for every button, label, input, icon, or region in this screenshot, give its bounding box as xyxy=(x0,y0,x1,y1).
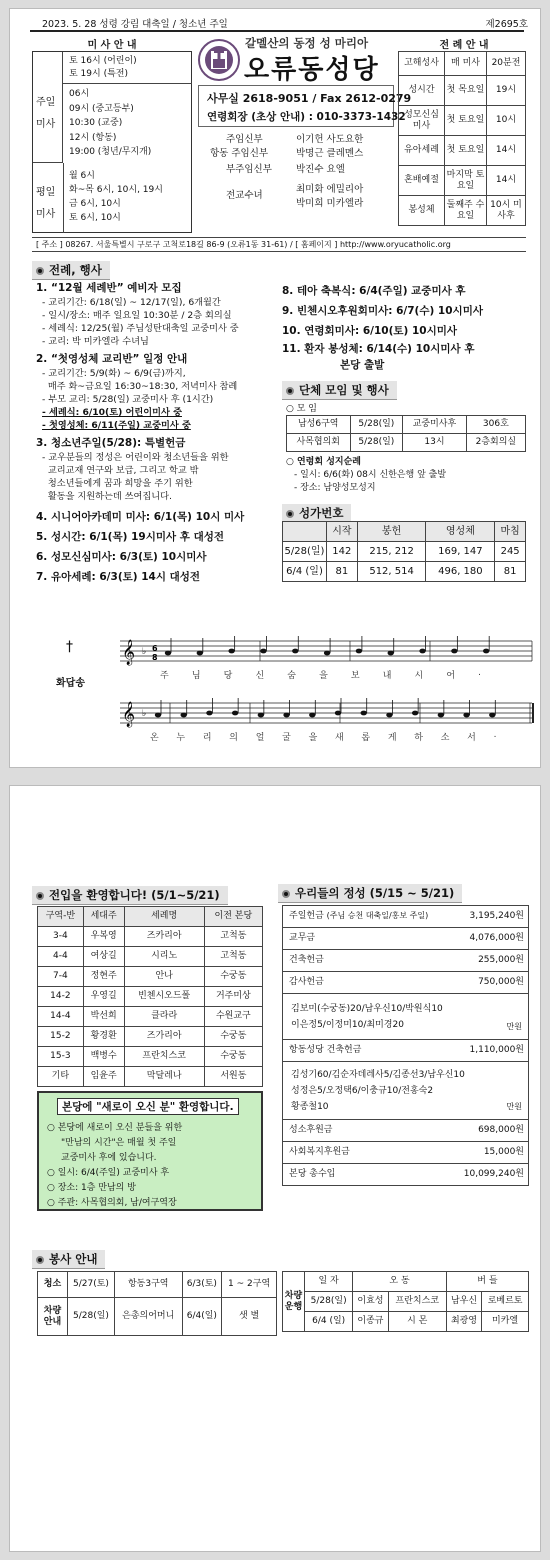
vehicle-driving-table: 차량 운행 일 자 오 동 버 들 5/28(일) 이효성 프란치스코 남우신 로베르토 6/4 (일) 이종규 시 몬 최광영 미카엘 xyxy=(282,1271,529,1332)
weekday-mass-times: 월 6시 화~목 6시, 10시, 19시 금 6시, 10시 토 6시, 10시 xyxy=(69,171,163,223)
lyric-syllable: 신 xyxy=(255,671,265,681)
sunday-mass-label-1: 주일 xyxy=(36,97,56,108)
bullet-icon xyxy=(36,1256,44,1264)
lyric-syllable: 내 xyxy=(382,671,392,681)
psalm-label: 화답송 xyxy=(56,678,85,689)
offering-table: 주일헌금 (주님 승천 대축일/홍보 주일) 3,195,240원 교무금 4,076,000원 건축헌금 255,000원 감사헌금 750,000원 김보미(수궁동)20/남우신10/박원식10 이은정5/이정미10/최미경20 만원 항동성당 건축헌금 1,110,000원 김성기60/김순자데레사5/김종선3/남우신10 성정은5/오정택6/이충규10/전홍숙2 황종철10 만원 성소후원금 698,000원 사회복지후원금 15,000원 본당 총수입 10,099,240원 xyxy=(282,905,529,1186)
lyric-syllable: 하 xyxy=(414,733,423,743)
office-phone: 사무실 2618-9051 / Fax 2612-0279 xyxy=(207,92,412,105)
parish-name: 오류동성당 xyxy=(244,55,380,85)
lyric-syllable: 님 xyxy=(191,671,201,681)
mass-guide-box xyxy=(32,51,192,233)
note-head xyxy=(181,713,187,718)
rite-guide-title: 전 례 안 내 xyxy=(439,40,489,51)
bullet-icon xyxy=(36,267,44,275)
lyric-syllable: 누 xyxy=(176,733,186,743)
note-head xyxy=(489,713,495,718)
bullet-icon xyxy=(282,890,290,898)
note-head xyxy=(155,713,161,718)
note-head xyxy=(388,651,394,656)
lyric-syllable: 을 xyxy=(319,671,328,681)
lyric-syllable: 어 xyxy=(446,671,456,681)
svg-text:♭: ♭ xyxy=(142,709,147,719)
lyric-syllable: 서 xyxy=(467,733,476,743)
liturgy-section-heading: 전례, 행사 xyxy=(32,261,110,280)
lyric-syllable: . xyxy=(478,668,482,678)
note-head xyxy=(361,711,367,716)
lyric-syllable: 소 xyxy=(440,733,450,743)
lyric-syllable: 게 xyxy=(387,733,397,743)
offering-section-heading: 우리들의 정성 (5/15 ~ 5/21) xyxy=(278,884,462,903)
bulletin-date: 2023. 5. 28 성령 강림 대축일 / 청소년 주일 xyxy=(42,19,228,30)
rite-guide-table: 고해성사 매 미사 20분전 성시간 첫 목요일 19시 성모신심 미사 첫 토요일 10시 유아세례 첫 토요일 14시 혼배예절 마지막 토요일 14시 봉성체 둘째주 수요일 10시 미사후 xyxy=(398,51,526,226)
note-head xyxy=(356,649,362,654)
funeral-council-phone: 연령회장 (초상 안내) : 010-3373-1432 xyxy=(207,111,406,123)
svg-text:♭: ♭ xyxy=(142,647,147,657)
liturgy-items-right: 8. 테아 축복식: 6/4(주일) 교중미사 후 9. 빈첸시오후원회미사: 6/7(수) 10시미사 10. 연령회미사: 6/10(토) 10시미사 11. 환자 봉성체: 6/14(수) 10시미사 후 본당 출발 xyxy=(282,285,483,371)
newcomers-table: 구역-반 세대주 세례명 이전 본당 3-4 우복영 즈카리아 고척동 4-4 여상길 시리노 고척동 7-4 정현주 안나 수궁동 14-2 우영길 빈첸시오드폴 거주미상 14-4 박선희 클라라 수원교구 15-2 황경환 즈가리아 수궁동 15-3 백병수 프란치스코 수궁동 기타 임윤주 막달레나 서원동 xyxy=(37,906,263,1087)
note-head xyxy=(335,711,341,716)
meeting-table: 남성6구역 5/28(일) 교중미사후 306호 사목협의회 5/28(일) 13시 2층회의실 xyxy=(286,415,526,452)
lyric-syllable: 새 xyxy=(335,733,344,743)
lyric-syllable: . xyxy=(493,730,497,740)
weekday-mass-label-2: 미사 xyxy=(36,209,56,220)
note-head xyxy=(438,713,444,718)
note-head xyxy=(324,651,330,656)
lyric-syllable: 숨 xyxy=(287,671,296,681)
note-head xyxy=(165,651,171,656)
parish-subtitle: 갈멜산의 동정 성 마리아 xyxy=(245,36,369,50)
lyric-syllable: 주 xyxy=(160,671,169,681)
note-head xyxy=(451,649,457,654)
svg-text:8: 8 xyxy=(152,653,158,662)
bulletin-page-1: 2023. 5. 28 성령 강림 대축일 / 청소년 주일 제2695호 미 사 안 내 주일 미사 토 16시 (어린이) 토 19시 (특전) 06시 09시 (중고등부) 10:30 (교중) 12시 (항동) 19:00 (청년/무지개) 평일 미사 월 6시 화~목 6시, 10시, 19시 금 6시, 10시 토 6시, 10시 갈멜산의 동정 성 마리아 오류동성당 사무실 2618-9051 / Fax 2612-0279 연령회장 (초상 안내) : 010-3373-1432 주임신부 이기헌 사도요한 항동 주임신부 박명근 클레멘스 부주임신부 박진수 요엘 전교수녀 최미화 에밀리아 박미희 미카엘라 전 례 안 내 고해성사 매 미사 20분전 성시간 첫 목요일 19시 성모신심 미사 첫 토요일 10시 유아세례 첫 토요일 14시 혼배예절 마지막 토요일 14시 봉성체 둘째주 수요일 10시 미사후 [ 주소 ] 08267. 서울특별시 구로구 고척로18길 86-9 (오류1동 31-61) / [ 홈페이지 ] http://www.oryucatholic.org 전례, 행사 1. “12월 세례반” 예비자 모집 - 교리기간: 6/18(일) ~ 12/17(일), 6개월간 - 일시/장소: 매주 일요일 10:30분 / 2층 회의실 - 세례식: 12/25(월) 주님성탄대축일 교중미사 중 - 교리: 박 미카엘라 수녀님 2. “첫영성체 교리반” 일정 안내 - 교리기간: 5/9(화) ~ 6/9(금)까지, 매주 화~금요일 16:30~18:30, 저녁미사 참례 - 부모 교리: 5/28(일) 교중미사 후 (1시간) - 세례식: 6/10(토) 어린이미사 중 - 첫영성체: 6/11(주일) 교중미사 중 3. 청소년주일(5/28): 특별헌금 - 교우분들의 정성은 어린이와 청소년들을 위한 교리교재 연구와 보급, 그리고 학교 밖 청소년들에게 꿈과 희망을 주기 위한 활동을 지원하는데 쓰여집니다. 4. 시니어아카데미 미사: 6/1(목) 10시 미사 5. 성시간: 6/1(목) 19시미사 후 대성전 6. 성모신심미사: 6/3(토) 10시미사 7. 유아세례: 6/3(토) 14시 대성전 8. 테아 축복식: 6/4(주일) 교중미사 후 9. 빈첸시오후원회미사: 6/7(수) 10시미사 10. 연령회미사: 6/10(토) 10시미사 11. 환자 봉성체: 6/14(수) 10시미사 후 본당 출발 단체 모임 및 행사 ○ 모 임 남성6구역 5/28(일) 교중미사후 306호 사목협의회 5/28(일) 13시 2층회의실 ○ 연령회 성지순례 - 일시: 6/6(화) 08시 신한은행 앞 출발 - 장소: 남양성모성지 성가번호 시작 봉헌 영성체 마침 5/28(일) 142 215, 212 169, 147 245 6/4 (일) 81 512, 514 496, 180 81 † 화답송 𝄞 ♭ 6 8 𝄞 ♭ 주 님 당 신 숨 을 보 내 시 어 . 온 누 리 의 얼 굴 을 새 롭 게 하 소 서 . xyxy=(9,8,541,768)
lyric-syllable: 롭 xyxy=(361,733,371,743)
note-head xyxy=(386,713,392,718)
lyric-syllable: 당 xyxy=(223,671,233,681)
address-bar: [ 주소 ] 08267. 서울특별시 구로구 고척로18길 86-9 (오류1동 31-61) / [ 홈페이지 ] http://www.oryucatholic.org xyxy=(32,237,526,252)
lyric-syllable: 의 xyxy=(229,733,238,743)
hymn-numbers-table: 시작 봉헌 영성체 마침 5/28(일) 142 215, 212 169, 147 245 6/4 (일) 81 512, 514 496, 180 81 xyxy=(282,521,526,582)
lyric-syllable: 리 xyxy=(202,733,212,743)
service-section-heading: 봉사 안내 xyxy=(32,1250,105,1269)
cleaning-parking-table: 청소 5/27(토) 항동3구역 6/3(토) 1 ~ 2구역 차량 안내 5/28(일) 은총의어머니 6/4(일) 샛 별 xyxy=(37,1271,277,1336)
note-head xyxy=(228,649,234,654)
lyric-syllable: 얼 xyxy=(255,733,265,743)
meeting-label: ○ 모 임 xyxy=(286,404,317,414)
note-head xyxy=(419,649,425,654)
pilgrimage-info: ○ 연령회 성지순례 - 일시: 6/6(화) 08시 신한은행 앞 출발 - 장소: 남양성모성지 xyxy=(286,457,447,493)
note-head xyxy=(463,713,469,718)
lyric-syllable: 굴 xyxy=(282,733,291,743)
note-head xyxy=(483,649,489,654)
lyric-syllable: 온 xyxy=(150,733,159,743)
cross-icon: † xyxy=(66,639,73,655)
notice-title: 본당에 "새로이 오신 분" 환영합니다. xyxy=(57,1098,239,1115)
note-head xyxy=(197,651,203,656)
note-head xyxy=(283,713,289,718)
lyric-syllable: 을 xyxy=(308,733,318,743)
hymns-section-heading: 성가번호 xyxy=(282,504,351,523)
svg-text:6: 6 xyxy=(152,644,158,653)
sunday-mass-label-2: 미사 xyxy=(36,119,56,130)
svg-text:𝄞: 𝄞 xyxy=(122,640,136,665)
lyric-syllable: 보 xyxy=(350,671,360,681)
mass-guide-title: 미 사 안 내 xyxy=(87,40,137,51)
sunday-mass-times: 06시 09시 (중고등부) 10:30 (교중) 12시 (항동) 19:00 (청년/무지개) xyxy=(69,89,152,157)
office-contact-box xyxy=(198,85,412,127)
lyric-syllable: 시 xyxy=(414,671,424,681)
issue-number: 제2695호 xyxy=(485,19,528,30)
parish-logo-icon xyxy=(198,39,240,81)
bullet-icon xyxy=(286,387,294,395)
groups-section-heading: 단체 모임 및 행사 xyxy=(282,381,397,400)
note-head xyxy=(232,711,238,716)
bullet-icon xyxy=(36,892,44,900)
header-rule xyxy=(30,30,524,32)
note-head xyxy=(292,649,298,654)
note-head xyxy=(258,713,264,718)
newcomer-notice-box: 본당에 "새로이 오신 분" 환영합니다. ○ 본당에 새로이 오신 분들을 위한 "만남의 시간"은 매월 첫 주일 교중미사 후에 있습니다. ○ 일시: 6/4(주일) 교중미사 후 ○ 장소: 1층 만남의 방 ○ 주관: 사목협의회, 남/여구역장 xyxy=(37,1091,263,1211)
bullet-icon xyxy=(286,510,294,518)
note-head xyxy=(412,711,418,716)
note-head xyxy=(206,711,212,716)
saturday-mass-times: 토 16시 (어린이) 토 19시 (특전) xyxy=(69,56,137,79)
note-head xyxy=(309,713,315,718)
note-head xyxy=(260,649,266,654)
bulletin-page-2 xyxy=(9,785,541,1552)
welcome-section-heading: 전입을 환영합니다! (5/1~5/21) xyxy=(32,886,228,905)
weekday-mass-label-1: 평일 xyxy=(36,187,56,198)
liturgy-items-left: 1. “12월 세례반” 예비자 모집 - 교리기간: 6/18(일) ~ 12/17(일), 6개월간 - 일시/장소: 매주 일요일 10:30분 / 2층 회의실 - 세례식: 12/25(월) 주님성탄대축일 교중미사 중 - 교리: 박 미카엘라 수녀님 2. “첫영성체 교리반” 일정 안내 - 교리기간: 5/9(화) ~ 6/9(금)까지, 매주 화~금요일 16:30~18:30, 저녁미사 참례 - 부모 교리: 5/28(일) 교중미사 후 (1시간) - 세례식: 6/10(토) 어린이미사 중 - 첫영성체: 6/11(주일) 교중미사 중 3. 청소년주일(5/28): 특별헌금 - 교우분들의 정성은 어린이와 청소년들을 위한 교리교재 연구와 보급, 그리고 학교 밖 청소년들에게 꿈과 희망을 주기 위한 활동을 지원하는데 쓰여집니다. 4. 시니어아카데미 미사: 6/1(목) 10시 미사 5. 성시간: 6/1(목) 19시미사 후 대성전 6. 성모신심미사: 6/3(토) 10시미사 7. 유아세례: 6/3(토) 14시 대성전 xyxy=(36,282,245,583)
svg-text:𝄞: 𝄞 xyxy=(122,702,136,727)
